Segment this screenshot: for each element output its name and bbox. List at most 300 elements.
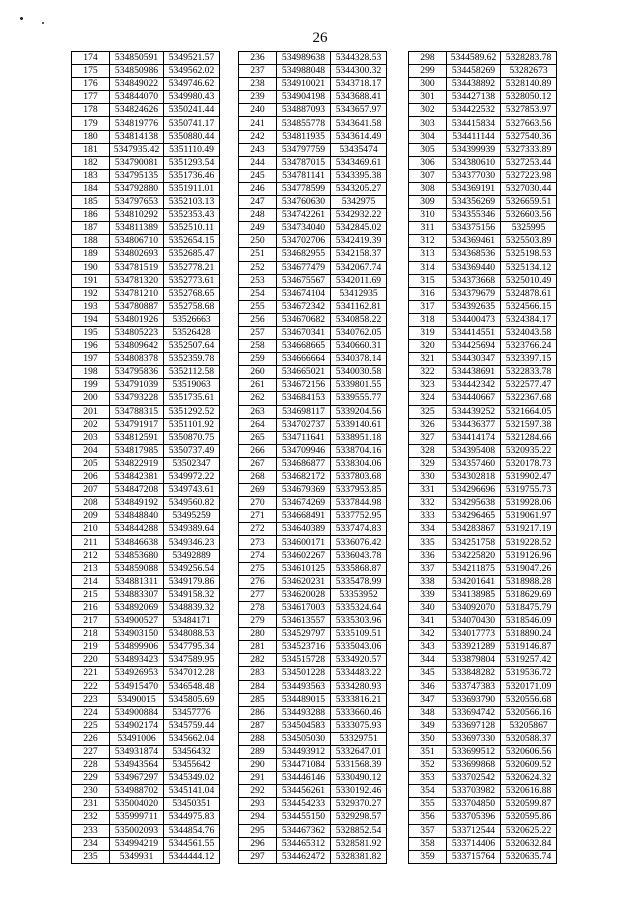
table-row: [239, 811, 387, 824]
table-row: [72, 156, 220, 169]
point-number: 225: [72, 719, 110, 732]
point-number: 336: [409, 549, 447, 562]
table-row: [239, 326, 387, 339]
y-coordinate: 5319061.97: [501, 510, 557, 523]
x-coordinate: 534462472: [277, 850, 331, 863]
table-row: [409, 811, 557, 824]
table-row: [72, 300, 220, 313]
x-coordinate: 534283867: [447, 523, 501, 536]
y-coordinate: 5350741.17: [164, 117, 220, 130]
x-coordinate: 534357460: [447, 457, 501, 470]
point-number: 289: [239, 745, 277, 758]
x-coordinate: 534810292: [110, 209, 164, 222]
x-coordinate: 534910021: [277, 78, 331, 91]
x-coordinate: 535999711: [110, 811, 164, 824]
point-number: 357: [409, 824, 447, 837]
point-number: 326: [409, 418, 447, 431]
point-number: 254: [239, 287, 277, 300]
x-coordinate: 533693790: [447, 693, 501, 706]
point-number: 179: [72, 117, 110, 130]
table-row: [72, 143, 220, 156]
table-row: [72, 680, 220, 693]
table-row: [409, 759, 557, 772]
x-coordinate: 534809642: [110, 340, 164, 353]
point-number: 291: [239, 772, 277, 785]
table-row: [239, 248, 387, 261]
y-coordinate: 5327853.97: [501, 104, 557, 117]
point-number: 282: [239, 654, 277, 667]
y-coordinate: 5342932.22: [331, 209, 387, 222]
point-number: 243: [239, 143, 277, 156]
y-coordinate: 5321597.38: [501, 418, 557, 431]
x-coordinate: 534734040: [277, 222, 331, 235]
table-row: [72, 353, 220, 366]
x-coordinate: 534698117: [277, 405, 331, 418]
point-number: 346: [409, 680, 447, 693]
x-coordinate: 533879804: [447, 654, 501, 667]
table-row: [409, 549, 557, 562]
table-row: [409, 654, 557, 667]
x-coordinate: 534795135: [110, 169, 164, 182]
point-number: 231: [72, 798, 110, 811]
table-row: [239, 523, 387, 536]
table-row: [239, 641, 387, 654]
x-coordinate: 533848282: [447, 667, 501, 680]
table-row: [239, 196, 387, 209]
point-number: 339: [409, 588, 447, 601]
table-row: [239, 628, 387, 641]
x-coordinate: 534523716: [277, 641, 331, 654]
x-coordinate: 534801926: [110, 313, 164, 326]
y-coordinate: 5326659.51: [501, 196, 557, 209]
point-number: 190: [72, 261, 110, 274]
x-coordinate: 534665021: [277, 366, 331, 379]
table-row: [239, 497, 387, 510]
y-coordinate: 5352359.78: [164, 353, 220, 366]
table-row: [239, 706, 387, 719]
y-coordinate: 5328581.92: [331, 837, 387, 850]
point-number: 226: [72, 732, 110, 745]
point-number: 303: [409, 117, 447, 130]
x-coordinate: 534679369: [277, 484, 331, 497]
x-coordinate: 534504583: [277, 719, 331, 732]
point-number: 232: [72, 811, 110, 824]
table-row: [72, 471, 220, 484]
point-number: 263: [239, 405, 277, 418]
table-row: [72, 274, 220, 287]
y-coordinate: 53484171: [164, 615, 220, 628]
table-row: [239, 130, 387, 143]
x-coordinate: 534442342: [447, 379, 501, 392]
y-coordinate: 5349179.86: [164, 575, 220, 588]
table-row: [72, 484, 220, 497]
point-number: 353: [409, 772, 447, 785]
x-coordinate: 534787015: [277, 156, 331, 169]
table-row: [72, 745, 220, 758]
x-coordinate: 534666664: [277, 353, 331, 366]
point-number: 222: [72, 680, 110, 693]
point-number: 297: [239, 850, 277, 863]
table-row: [239, 850, 387, 863]
table-row: [72, 706, 220, 719]
table-row: [409, 418, 557, 431]
y-coordinate: 5335109.51: [331, 628, 387, 641]
x-coordinate: 534791917: [110, 418, 164, 431]
point-number: 262: [239, 392, 277, 405]
x-coordinate: 534415834: [447, 117, 501, 130]
table-row: [72, 418, 220, 431]
y-coordinate: 5350737.49: [164, 444, 220, 457]
x-coordinate: 534414174: [447, 431, 501, 444]
point-number: 312: [409, 235, 447, 248]
point-number: 343: [409, 641, 447, 654]
table-row: [409, 497, 557, 510]
table-row: [239, 484, 387, 497]
point-number: 345: [409, 667, 447, 680]
y-coordinate: 5320616.88: [501, 785, 557, 798]
y-coordinate: 5339801.55: [331, 379, 387, 392]
x-coordinate: 534399939: [447, 143, 501, 156]
x-coordinate: 534674269: [277, 497, 331, 510]
y-coordinate: 5352103.13: [164, 196, 220, 209]
y-coordinate: 5351101.92: [164, 418, 220, 431]
point-number: 194: [72, 313, 110, 326]
point-number: 220: [72, 654, 110, 667]
x-coordinate: 533697330: [447, 732, 501, 745]
y-coordinate: 5338304.06: [331, 457, 387, 470]
x-coordinate: 534850591: [110, 52, 164, 65]
y-coordinate: 5352685.47: [164, 248, 220, 261]
y-coordinate: 5328050.12: [501, 91, 557, 104]
table-row: [72, 575, 220, 588]
point-number: 268: [239, 471, 277, 484]
table-row: [409, 523, 557, 536]
point-number: 240: [239, 104, 277, 117]
point-number: 315: [409, 274, 447, 287]
x-coordinate: 534392635: [447, 300, 501, 313]
y-coordinate: 5352353.43: [164, 209, 220, 222]
table-row: [409, 169, 557, 182]
point-number: 333: [409, 510, 447, 523]
x-coordinate: 534844070: [110, 91, 164, 104]
y-coordinate: 5334920.57: [331, 654, 387, 667]
table-row: [409, 104, 557, 117]
table-row: [409, 850, 557, 863]
table-row: [409, 680, 557, 693]
x-coordinate: 534092070: [447, 601, 501, 614]
point-number: 342: [409, 628, 447, 641]
table-row: [72, 326, 220, 339]
point-number: 334: [409, 523, 447, 536]
point-number: 338: [409, 575, 447, 588]
y-coordinate: 5319928.06: [501, 497, 557, 510]
table-row: [409, 575, 557, 588]
table-row: [239, 680, 387, 693]
table-row: [239, 457, 387, 470]
table-row: [409, 209, 557, 222]
y-coordinate: 5349560.82: [164, 497, 220, 510]
table-row: [239, 117, 387, 130]
y-coordinate: 5352112.58: [164, 366, 220, 379]
x-coordinate: 534855778: [277, 117, 331, 130]
y-coordinate: 5344975.83: [164, 811, 220, 824]
table-row: [72, 732, 220, 745]
point-number: 328: [409, 444, 447, 457]
point-number: 183: [72, 169, 110, 182]
y-coordinate: 5321284.66: [501, 431, 557, 444]
table-row: [239, 143, 387, 156]
y-coordinate: 5347012.28: [164, 667, 220, 680]
y-coordinate: 53457776: [164, 706, 220, 719]
y-coordinate: 5329298.57: [331, 811, 387, 824]
table-row: [72, 536, 220, 549]
point-number: 270: [239, 497, 277, 510]
table-row: [409, 772, 557, 785]
x-coordinate: 534883307: [110, 588, 164, 601]
x-coordinate: 534422532: [447, 104, 501, 117]
point-number: 349: [409, 719, 447, 732]
table-row: [239, 471, 387, 484]
y-coordinate: 5343395.38: [331, 169, 387, 182]
point-number: 341: [409, 615, 447, 628]
table-row: [72, 313, 220, 326]
table-row: [72, 654, 220, 667]
table-row: [409, 798, 557, 811]
table-row: [239, 222, 387, 235]
y-coordinate: 5350241.44: [164, 104, 220, 117]
point-number: 265: [239, 431, 277, 444]
table-row: [409, 444, 557, 457]
table-row: [239, 261, 387, 274]
x-coordinate: 534902174: [110, 719, 164, 732]
x-coordinate: 534471084: [277, 759, 331, 772]
x-coordinate: 533699512: [447, 745, 501, 758]
y-coordinate: 5320599.87: [501, 798, 557, 811]
point-number: 186: [72, 209, 110, 222]
y-coordinate: 5339140.61: [331, 418, 387, 431]
x-coordinate: 53490015: [110, 693, 164, 706]
x-coordinate: 534677479: [277, 261, 331, 274]
point-number: 284: [239, 680, 277, 693]
point-number: 305: [409, 143, 447, 156]
x-coordinate: 534711641: [277, 431, 331, 444]
point-number: 335: [409, 536, 447, 549]
x-coordinate: 534380610: [447, 156, 501, 169]
point-number: 204: [72, 444, 110, 457]
y-coordinate: 5349972.22: [164, 471, 220, 484]
y-coordinate: 5318988.28: [501, 575, 557, 588]
y-coordinate: 5318546.09: [501, 615, 557, 628]
y-coordinate: 5351292.52: [164, 405, 220, 418]
point-number: 275: [239, 562, 277, 575]
point-number: 256: [239, 313, 277, 326]
x-coordinate: 534446146: [277, 772, 331, 785]
y-coordinate: 5351735.61: [164, 392, 220, 405]
y-coordinate: 5345349.02: [164, 772, 220, 785]
x-coordinate: 534467362: [277, 824, 331, 837]
table-row: [72, 104, 220, 117]
table-row: [239, 169, 387, 182]
y-coordinate: 53455642: [164, 759, 220, 772]
point-number: 187: [72, 222, 110, 235]
point-number: 347: [409, 693, 447, 706]
x-coordinate: 534817985: [110, 444, 164, 457]
y-coordinate: 5342975: [331, 196, 387, 209]
x-coordinate: 534070430: [447, 615, 501, 628]
point-number: 285: [239, 693, 277, 706]
table-row: [409, 536, 557, 549]
point-number: 299: [409, 65, 447, 78]
x-coordinate: 534440667: [447, 392, 501, 405]
y-coordinate: 5335868.87: [331, 562, 387, 575]
y-coordinate: 5335303.96: [331, 615, 387, 628]
table-row: [72, 340, 220, 353]
table-row: [72, 497, 220, 510]
point-number: 310: [409, 209, 447, 222]
y-coordinate: 5344561.55: [164, 837, 220, 850]
scan-speck: [42, 22, 44, 24]
x-coordinate: 534967297: [110, 772, 164, 785]
table-row: [72, 837, 220, 850]
y-coordinate: 5345141.04: [164, 785, 220, 798]
y-coordinate: 5348839.32: [164, 601, 220, 614]
x-coordinate: 534844288: [110, 523, 164, 536]
point-number: 175: [72, 65, 110, 78]
y-coordinate: 53526428: [164, 326, 220, 339]
x-coordinate: 534368536: [447, 248, 501, 261]
y-coordinate: 5352510.11: [164, 222, 220, 235]
y-coordinate: 5349521.57: [164, 52, 220, 65]
x-coordinate: 534373668: [447, 274, 501, 287]
point-number: 208: [72, 497, 110, 510]
y-coordinate: 5344300.32: [331, 65, 387, 78]
table-row: [409, 824, 557, 837]
y-coordinate: 5322833.78: [501, 366, 557, 379]
y-coordinate: 5349980.43: [164, 91, 220, 104]
y-coordinate: 5335043.06: [331, 641, 387, 654]
point-number: 213: [72, 562, 110, 575]
point-number: 193: [72, 300, 110, 313]
x-coordinate: 534489015: [277, 693, 331, 706]
x-coordinate: 534505030: [277, 732, 331, 745]
x-coordinate: 534296696: [447, 484, 501, 497]
y-coordinate: 5350870.75: [164, 431, 220, 444]
table-row: [239, 418, 387, 431]
y-coordinate: 5337953.85: [331, 484, 387, 497]
point-number: 255: [239, 300, 277, 313]
x-coordinate: 534411144: [447, 130, 501, 143]
y-coordinate: 5335324.64: [331, 601, 387, 614]
x-coordinate: 534887093: [277, 104, 331, 117]
y-coordinate: 5345759.44: [164, 719, 220, 732]
y-coordinate: 5340660.31: [331, 340, 387, 353]
y-coordinate: 5336076.42: [331, 536, 387, 549]
point-number: 276: [239, 575, 277, 588]
point-number: 266: [239, 444, 277, 457]
point-number: 214: [72, 575, 110, 588]
x-coordinate: 534529797: [277, 628, 331, 641]
x-coordinate: 534814138: [110, 130, 164, 143]
y-coordinate: 5340030.58: [331, 366, 387, 379]
x-coordinate: 534672342: [277, 300, 331, 313]
table-row: [409, 588, 557, 601]
x-coordinate: 533921289: [447, 641, 501, 654]
table-row: [72, 615, 220, 628]
x-coordinate: 534674104: [277, 287, 331, 300]
x-coordinate: 534201641: [447, 575, 501, 588]
point-number: 180: [72, 130, 110, 143]
table-row: [239, 562, 387, 575]
point-number: 309: [409, 196, 447, 209]
y-coordinate: 5318629.69: [501, 588, 557, 601]
x-coordinate: 534926953: [110, 667, 164, 680]
y-coordinate: 5349389.64: [164, 523, 220, 536]
y-coordinate: 5318890.24: [501, 628, 557, 641]
y-coordinate: 53502347: [164, 457, 220, 470]
table-row: [72, 287, 220, 300]
point-number: 189: [72, 248, 110, 261]
x-coordinate: 534377030: [447, 169, 501, 182]
y-coordinate: 53456432: [164, 745, 220, 758]
x-coordinate: 534893423: [110, 654, 164, 667]
y-coordinate: 5342067.74: [331, 261, 387, 274]
x-coordinate: 534795836: [110, 366, 164, 379]
x-coordinate: 534620231: [277, 575, 331, 588]
table-row: [409, 379, 557, 392]
table-row: [72, 667, 220, 680]
table-row: [239, 300, 387, 313]
table-row: [239, 78, 387, 91]
x-coordinate: 53491006: [110, 732, 164, 745]
x-coordinate: 534811389: [110, 222, 164, 235]
x-coordinate: 534848840: [110, 510, 164, 523]
point-number: 212: [72, 549, 110, 562]
table-row: [72, 65, 220, 78]
y-coordinate: 5319257.42: [501, 654, 557, 667]
table-row: [409, 457, 557, 470]
y-coordinate: 5343614.49: [331, 130, 387, 143]
point-number: 215: [72, 588, 110, 601]
x-coordinate: 534400473: [447, 313, 501, 326]
point-number: 274: [239, 549, 277, 562]
y-coordinate: 5320606.56: [501, 745, 557, 758]
point-number: 324: [409, 392, 447, 405]
y-coordinate: 5327253.44: [501, 156, 557, 169]
point-number: 230: [72, 785, 110, 798]
y-coordinate: 5324043.58: [501, 326, 557, 339]
table-row: [239, 52, 387, 65]
table-row: [72, 130, 220, 143]
point-number: 280: [239, 628, 277, 641]
table-row: [239, 732, 387, 745]
table-row: [409, 719, 557, 732]
y-coordinate: 5327663.56: [501, 117, 557, 130]
table-row: [72, 78, 220, 91]
y-coordinate: 5327223.98: [501, 169, 557, 182]
table-row: [409, 693, 557, 706]
y-coordinate: 5324878.61: [501, 287, 557, 300]
y-coordinate: 53353952: [331, 588, 387, 601]
point-number: 327: [409, 431, 447, 444]
point-number: 247: [239, 196, 277, 209]
x-coordinate: 533705396: [447, 811, 501, 824]
table-row: [409, 274, 557, 287]
point-number: 330: [409, 471, 447, 484]
x-coordinate: 534849192: [110, 497, 164, 510]
x-coordinate: 534251758: [447, 536, 501, 549]
x-coordinate: 533712544: [447, 824, 501, 837]
table-row: [72, 628, 220, 641]
